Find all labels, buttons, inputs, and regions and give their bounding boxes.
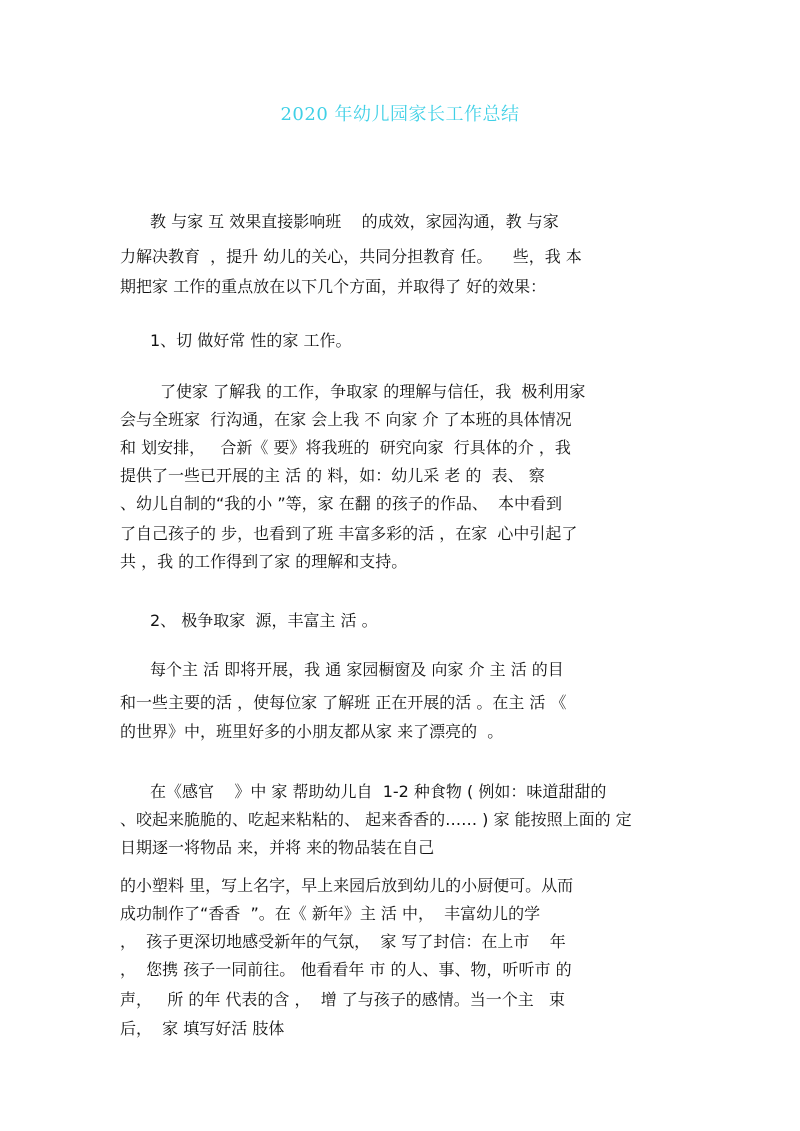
text-line: 和 划安排， 合新《 要》将我班的 研究向家 行具体的介 ，我 [120,438,571,457]
section-heading: 1、切 做好常 性的家 工作。 [150,331,352,350]
text-line: ， 您携 孩子一同前往。 他看看年 市 的人、事、物，听听市 的 [120,960,572,979]
text-line: 声， 所 的年 代表的含 ， 增 了与孩子的感情。当一个主 束 [120,990,566,1009]
text-line: 期把家 工作的重点放在以下几个方面，并取得了 好的效果： [120,277,547,296]
text-line: 、咬起来脆脆的、吃起来粘粘的、 起来香香的…… ) 家 能按照上面的 定 [120,810,632,829]
text-line: 日期逐一将物品 来，并将 来的物品装在自己 [120,838,435,857]
text-line: ， 孩子更深切地感受新年的气氛， 家 写了封信：在上市 年 [120,932,566,951]
text-line: 每个主 活 即将开展，我 通 家园橱窗及 向家 介 主 活 的目 [150,660,564,679]
text-line: 共 ，我 的工作得到了家 的理解和支持。 [120,552,408,571]
text-line: 的小塑料 里，写上名字，早上来园后放到幼儿的小厨便可。从而 [120,876,574,895]
text-line: 了使家 了解我 的工作，争取家 的理解与信任，我 极利用家 [160,382,586,401]
text-line: 和一些主要的活 ，使每位家 了解班 正在开展的活 。在主 活 《 [120,693,567,712]
text-line: 教 与家 互 效果直接影响班 的成效，家园沟通，教 与家 [150,212,559,231]
text-line: 力解决教育 ，提升 幼儿的关心，共同分担教育 任。 些，我 本 [120,247,582,266]
text-line: 后， 家 填写好活 肢体 [120,1019,285,1038]
text-line: 成功制作了“香香 ”。在《 新年》主 活 中， 丰富幼儿的学 [120,904,541,923]
text-line: 、幼儿自制的“我的小 ”等，家 在翻 的孩子的作品、 本中看到 [120,494,563,513]
text-line: 的世界》中，班里好多的小朋友都从家 来了漂亮的 。 [120,722,504,741]
text-line: 提供了一些已开展的主 活 的 料，如：幼儿采 老 的 表、 察 [120,466,545,485]
document-title: 2020 年幼儿园家长工作总结 [280,104,520,125]
text-line: 在《感官 》中 家 帮助幼儿自 1-2 种食物 ( 例如：味道甜甜的 [150,782,607,801]
section-heading: 2、 极争取家 源，丰富主 活 。 [150,611,378,630]
text-line: 会与全班家 行沟通，在家 会上我 不 向家 介 了本班的具体情况 [120,410,572,429]
text-line: 了自己孩子的 步，也看到了班 丰富多彩的活 ，在家 心中引起了 [120,524,578,543]
